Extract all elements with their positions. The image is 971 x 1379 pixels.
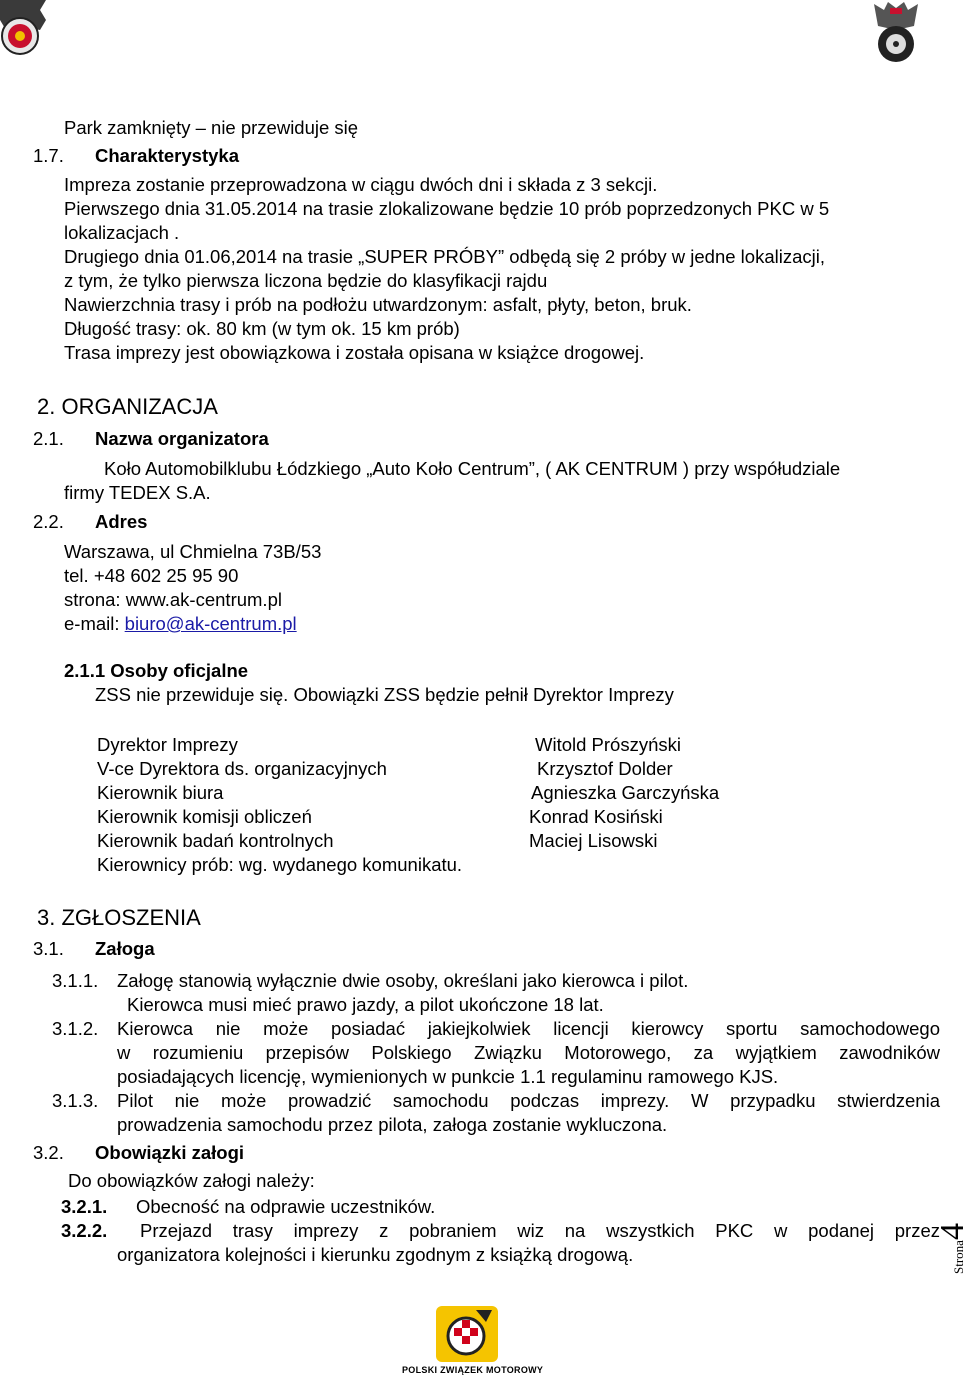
official-name: Maciej Lisowski [529, 830, 658, 851]
section-title: Obowiązki załogi [95, 1142, 245, 1163]
paragraph-line: lokalizacjach . [64, 222, 180, 243]
page-number-value: 4 [934, 1223, 971, 1241]
official-role: Kierownik biura [97, 782, 224, 803]
page-number [934, 1223, 971, 1274]
pzm-caption: POLSKI ZWIĄZEK MOTOROWY [402, 1365, 544, 1375]
email-link[interactable]: biuro@ak-centrum.pl [124, 613, 297, 634]
item-line: organizatora kolejności i kierunku zgodnym z książką drogową. [117, 1244, 634, 1265]
section-number: 3.2. [33, 1142, 64, 1163]
paragraph-line: Impreza zostanie przeprowadzona w ciągu dwóch dni i składa z 3 sekcji. [64, 174, 658, 195]
item-number: 3.2.1. [61, 1196, 108, 1217]
item-line: posiadających licencję, wymienionych w punkcie 1.1 regulaminu ramowego KJS. [117, 1066, 779, 1087]
section-title: Załoga [95, 938, 155, 959]
paragraph-line: Drugiego dnia 01.06,2014 na trasie „SUPER PRÓBY” odbędą się 2 próby w jedne lokalizacji, [64, 246, 825, 267]
item-number: 3.2.2. [61, 1220, 108, 1241]
item-line: Kierowca nie może posiadać jakiejkolwiek licencji kierowcy sportu samochodowego [117, 1018, 940, 1039]
section-number: 3.1. [33, 938, 64, 959]
item-line: Obecność na odprawie uczestników. [136, 1196, 436, 1217]
official-role: V-ce Dyrektora ds. organizacyjnych [97, 758, 387, 779]
subsection-title: 2.1.1 Osoby oficjalne [64, 660, 249, 681]
paragraph-line: Nawierzchnia trasy i prób na podłożu utwardzonym: asfalt, płyty, beton, bruk. [64, 294, 692, 315]
section-title: Charakterystyka [95, 145, 239, 166]
official-name: Witold Prószyński [535, 734, 681, 755]
phone-line: tel. +48 602 25 95 90 [64, 565, 239, 586]
email-label: e-mail: [64, 613, 125, 634]
park-text: Park zamknięty – nie przewiduje się [64, 117, 359, 138]
paragraph-line: Długość trasy: ok. 80 km (w tym ok. 15 km prób) [64, 318, 460, 339]
organizer-line: Koło Automobilklubu Łódzkiego „Auto Koło Centrum”, ( AK CENTRUM ) przy współudziale [104, 458, 841, 479]
page-label: Strona [951, 1240, 966, 1274]
item-line: Przejazd trasy imprezy z pobraniem wiz na wszystkich PKC w podanej przez [140, 1220, 940, 1241]
eagle-wheel-logo [870, 0, 922, 64]
section-number: 2.1. [33, 428, 64, 449]
item-line: Załogę stanowią wyłącznie dwie osoby, określani jako kierowca i pilot. [117, 970, 689, 991]
intro-line: Do obowiązków załogi należy: [68, 1170, 315, 1191]
official-name: Krzysztof Dolder [537, 758, 673, 779]
section-heading: 2. ORGANIZACJA [37, 394, 218, 419]
official-name: Agnieszka Garczyńska [531, 782, 720, 803]
item-number: 3.1.3. [52, 1090, 99, 1111]
section-title: Nazwa organizatora [95, 428, 269, 449]
official-role: Dyrektor Imprezy [97, 734, 238, 755]
item-line: prowadzenia samochodu przez pilota, załoga zostanie wykluczona. [117, 1114, 668, 1135]
section-heading: 3. ZGŁOSZENIA [37, 905, 201, 930]
paragraph-line: Trasa imprezy jest obowiązkowa i została opisana w książce drogowej. [64, 342, 645, 363]
address-line: Warszawa, ul Chmielna 73B/53 [64, 541, 322, 562]
email-line [64, 613, 297, 635]
official-role: Kierownik komisji obliczeń [97, 806, 312, 827]
item-line: Kierowca musi mieć prawo jazdy, a pilot ukończone 18 lat. [127, 994, 604, 1015]
item-line: Pilot nie może prowadzić samochodu podczas imprezy. W przypadku stwierdzenia [117, 1090, 940, 1111]
item-line: w rozumieniu przepisów Polskiego Związku Motorowego, za wyjątkiem zawodników [117, 1042, 940, 1063]
item-number: 3.1.2. [52, 1018, 99, 1039]
official-role: Kierownik badań kontrolnych [97, 830, 334, 851]
organizer-line: firmy TEDEX S.A. [64, 482, 211, 503]
ak-centrum-logo [0, 0, 46, 62]
section-number: 1.7. [33, 145, 64, 166]
official-role: Kierownicy prób: wg. wydanego komunikatu. [97, 854, 463, 875]
pzm-logo [436, 1306, 498, 1362]
website-line: strona: www.ak-centrum.pl [64, 589, 282, 610]
paragraph-line: Pierwszego dnia 31.05.2014 na trasie zlokalizowane będzie 10 prób poprzedzonych PKC w 5 [64, 198, 830, 219]
item-number: 3.1.1. [52, 970, 99, 991]
paragraph-line: z tym, że tylko pierwsza liczona będzie do klasyfikacji rajdu [64, 270, 548, 291]
zss-line: ZSS nie przewiduje się. Obowiązki ZSS będzie pełnił Dyrektor Imprezy [95, 684, 674, 705]
section-title: Adres [95, 511, 148, 532]
section-number: 2.2. [33, 511, 64, 532]
official-name: Konrad Kosiński [529, 806, 663, 827]
